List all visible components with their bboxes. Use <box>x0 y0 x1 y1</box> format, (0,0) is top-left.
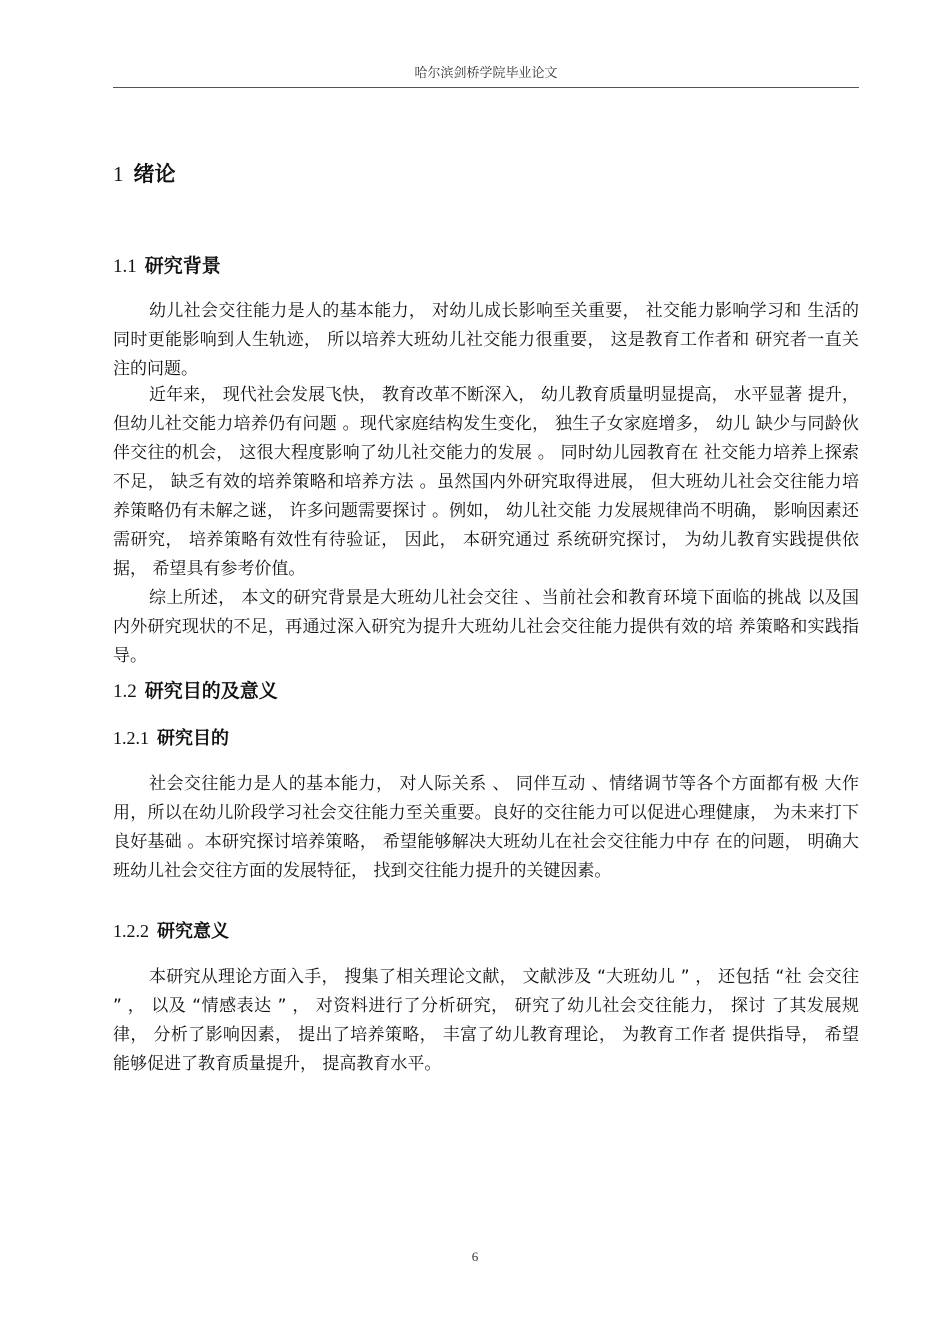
paragraph-purpose: 社会交往能力是人的基本能力， 对人际关系 、 同伴互动 、情绪调节等各个方面都有极 大作用，所以在幼儿阶段学习社会交往能力至关重要。良好的交往能力可以促进心理健康， 为未来打下良好基础 。本研究探讨培养策略， 希望能够解决大班幼儿在社会交往能力中存 在的问题， 明确大班幼儿社会交往方面的发展特征， 找到交往能力提升的关键因素。 <box>113 774 859 881</box>
section-heading-purpose-significance <box>113 676 278 703</box>
chapter-number: 1 <box>113 162 124 186</box>
paragraph-background-1: 幼儿社会交往能力是人的基本能力， 对幼儿成长影响至关重要， 社交能力影响学习和 生活的同时更能影响到人生轨迹， 所以培养大班幼儿社交能力很重要， 这是教育工作者和 研究者一直关注的问题。 <box>113 301 859 379</box>
subsection-heading-significance <box>113 917 229 943</box>
paragraph-background-3: 综上所述， 本文的研究背景是大班幼儿社会交往 、当前社会和教育环境下面临的挑战 以及国内外研究现状的不足，再通过深入研究为提升大班幼儿社会交往能力提供有效的培 养策略和实践指导。 <box>113 588 859 666</box>
running-header: 哈尔滨剑桥学院毕业论文 <box>414 66 558 81</box>
section-title: 研究背景 <box>144 255 221 277</box>
section-heading-background <box>113 251 221 278</box>
subsection-number: 1.2.2 <box>113 921 149 941</box>
paragraph-significance: 本研究从理论方面入手， 搜集了相关理论文献， 文献涉及 “大班幼儿 ” ， 还包括 “社 会交往 ” ， 以及 “情感表达 ” ， 对资料进行了分析研究， 研究了幼儿社会交往能力， 探讨 了其发展规律， 分析了影响因素， 提出了培养策略， 丰富了幼儿教育理论， 为教育工作者 提供指导， 希望能够促进了教育质量提升， 提高教育水平。 <box>113 967 859 1074</box>
section-title: 研究目的及意义 <box>144 680 278 702</box>
subsection-number: 1.2.1 <box>113 728 149 748</box>
subsection-title: 研究目的 <box>157 728 229 749</box>
section-number: 1.2 <box>113 681 137 702</box>
subsection-title: 研究意义 <box>157 921 229 942</box>
section-number: 1.1 <box>113 256 137 277</box>
header-divider <box>113 87 859 88</box>
chapter-title: 绪论 <box>133 162 176 186</box>
subsection-heading-purpose <box>113 724 229 750</box>
chapter-heading <box>113 158 176 188</box>
page-number: 6 <box>471 1249 479 1264</box>
paragraph-background-2: 近年来， 现代社会发展飞快， 教育改革不断深入， 幼儿教育质量明显提高， 水平显著 提升， 但幼儿社交能力培养仍有问题 。现代家庭结构发生变化， 独生子女家庭增多， 幼儿 缺少与同龄伙伴交往的机会， 这很大程度影响了幼儿社交能力的发展 。 同时幼儿园教育在 社交能力培养上探索不足， 缺乏有效的培养策略和培养方法 。虽然国内外研究取得进展， 但大班幼儿社会交往能力培养策略仍有未解之谜， 许多问题需要探讨 。例如， 幼儿社交能 力发展规律尚不明确， 影响因素还需研究， 培养策略有效性有待验证， 因此， 本研究通过 系统研究探讨， 为幼儿教育实践提供依据， 希望具有参考价值。 <box>113 385 859 579</box>
